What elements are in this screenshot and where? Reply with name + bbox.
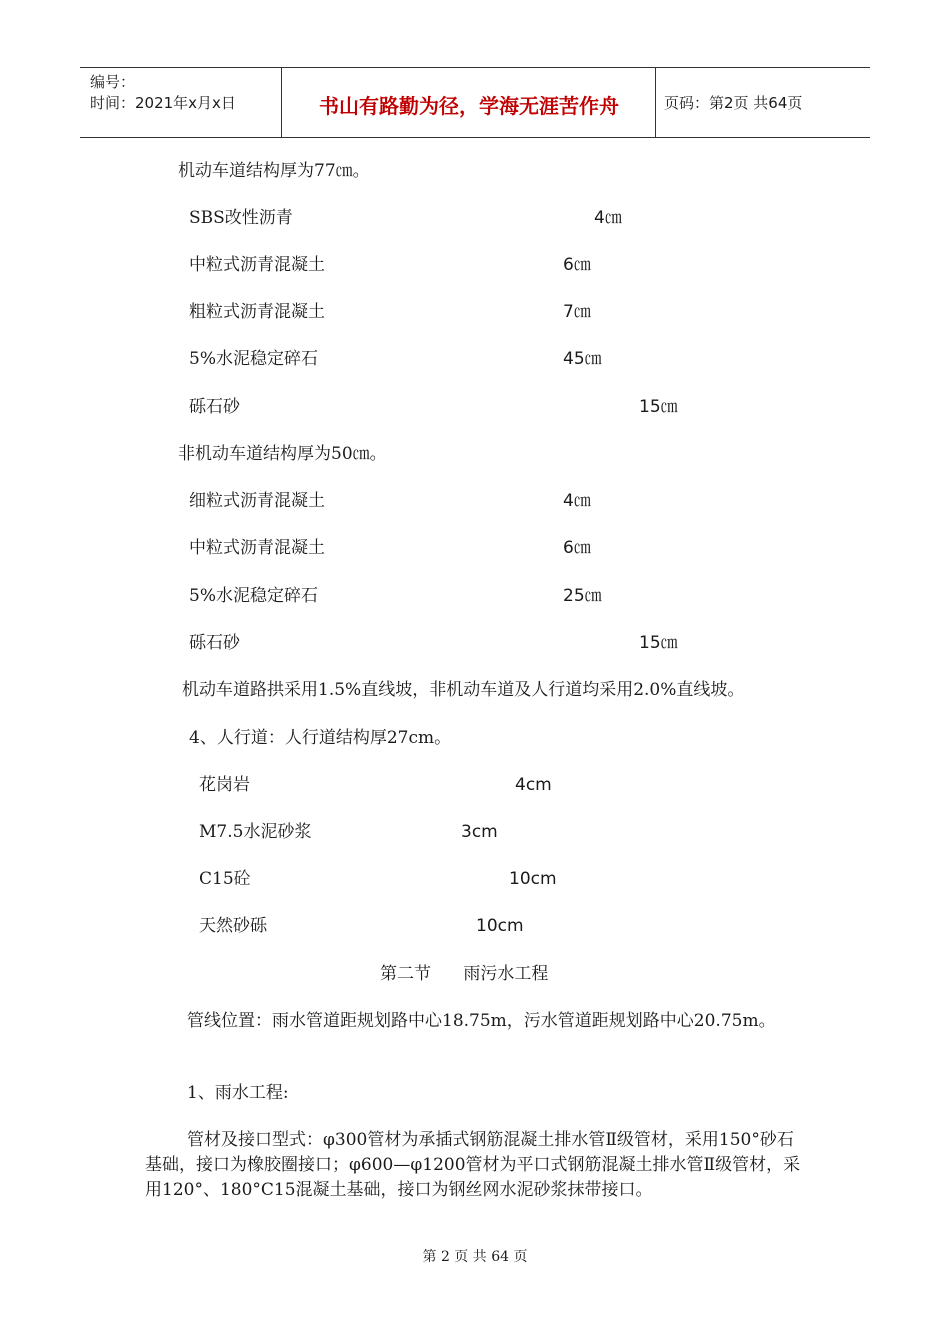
- layer-thickness: 6㎝: [563, 255, 591, 275]
- layer-thickness: 15㎝: [639, 633, 678, 653]
- layer-thickness: 45㎝: [563, 349, 602, 369]
- layer-thickness: 10cm: [509, 869, 557, 889]
- layer-thickness: 15㎝: [639, 397, 678, 417]
- layer-name: M7.5水泥砂浆: [199, 822, 312, 842]
- layer-name: SBS改性沥青: [189, 208, 293, 228]
- header-meta: [90, 72, 236, 114]
- layer-name: 砾石砂: [189, 397, 240, 417]
- layer-name: 5%水泥稳定碎石: [189, 349, 318, 369]
- motor-lane-title: 机动车道结构厚为77㎝。: [178, 161, 370, 181]
- pipe-material-paragraph: 管材及接口型式：φ300管材为承插式钢筋混凝土排水管Ⅱ级管材，采用150°砂石基础，接口为橡胶圈接口；φ600—φ1200管材为平口式钢筋混凝土排水管Ⅱ级管材，采用120°、180°C15混凝土基础，接口为钢丝网水泥砂浆抹带接口。: [145, 1130, 801, 1200]
- layer-name: 中粒式沥青混凝土: [189, 255, 325, 275]
- layer-thickness: 7㎝: [563, 302, 591, 322]
- layer-name: C15砼: [199, 869, 251, 889]
- nonmotor-lane-title: 非机动车道结构厚为50㎝。: [178, 444, 387, 464]
- page-header: [80, 67, 870, 138]
- sidewalk-title: 4、人行道：人行道结构厚27cm。: [189, 728, 452, 748]
- section-title: 第二节 雨污水工程: [380, 964, 549, 984]
- layer-name: 砾石砂: [189, 633, 240, 653]
- pipe-position-paragraph: 管线位置：雨水管道距规划路中心18.75m，污水管道距规划路中心20.75m。: [187, 1011, 776, 1031]
- layer-name: 天然砂砾: [199, 916, 267, 936]
- layer-thickness: 4cm: [515, 775, 552, 795]
- layer-thickness: 10cm: [476, 916, 524, 936]
- header-motto: 书山有路勤为径，学海无涯苦作舟: [319, 94, 619, 118]
- header-divider: [655, 68, 656, 137]
- layer-name: 粗粒式沥青混凝土: [189, 302, 325, 322]
- page-footer: 第 2 页 共 64 页: [422, 1249, 528, 1265]
- layer-name: 中粒式沥青混凝土: [189, 538, 325, 558]
- layer-name: 细粒式沥青混凝土: [189, 491, 325, 511]
- slope-note: 机动车道路拱采用1.5%直线坡，非机动车道及人行道均采用2.0%直线坡。: [182, 680, 745, 700]
- layer-thickness: 25㎝: [563, 586, 602, 606]
- header-page-info: 页码：第2页 共64页: [664, 94, 803, 112]
- layer-thickness: 6㎝: [563, 538, 591, 558]
- header-code: 编号：: [90, 73, 136, 91]
- layer-thickness: 3cm: [461, 822, 498, 842]
- layer-thickness: 4㎝: [594, 208, 622, 228]
- layer-name: 5%水泥稳定碎石: [189, 586, 318, 606]
- layer-thickness: 4㎝: [563, 491, 591, 511]
- header-time: 时间：2021年x月x日: [90, 94, 236, 112]
- rain-works-title: 1、雨水工程:: [187, 1083, 289, 1103]
- layer-name: 花岗岩: [199, 775, 250, 795]
